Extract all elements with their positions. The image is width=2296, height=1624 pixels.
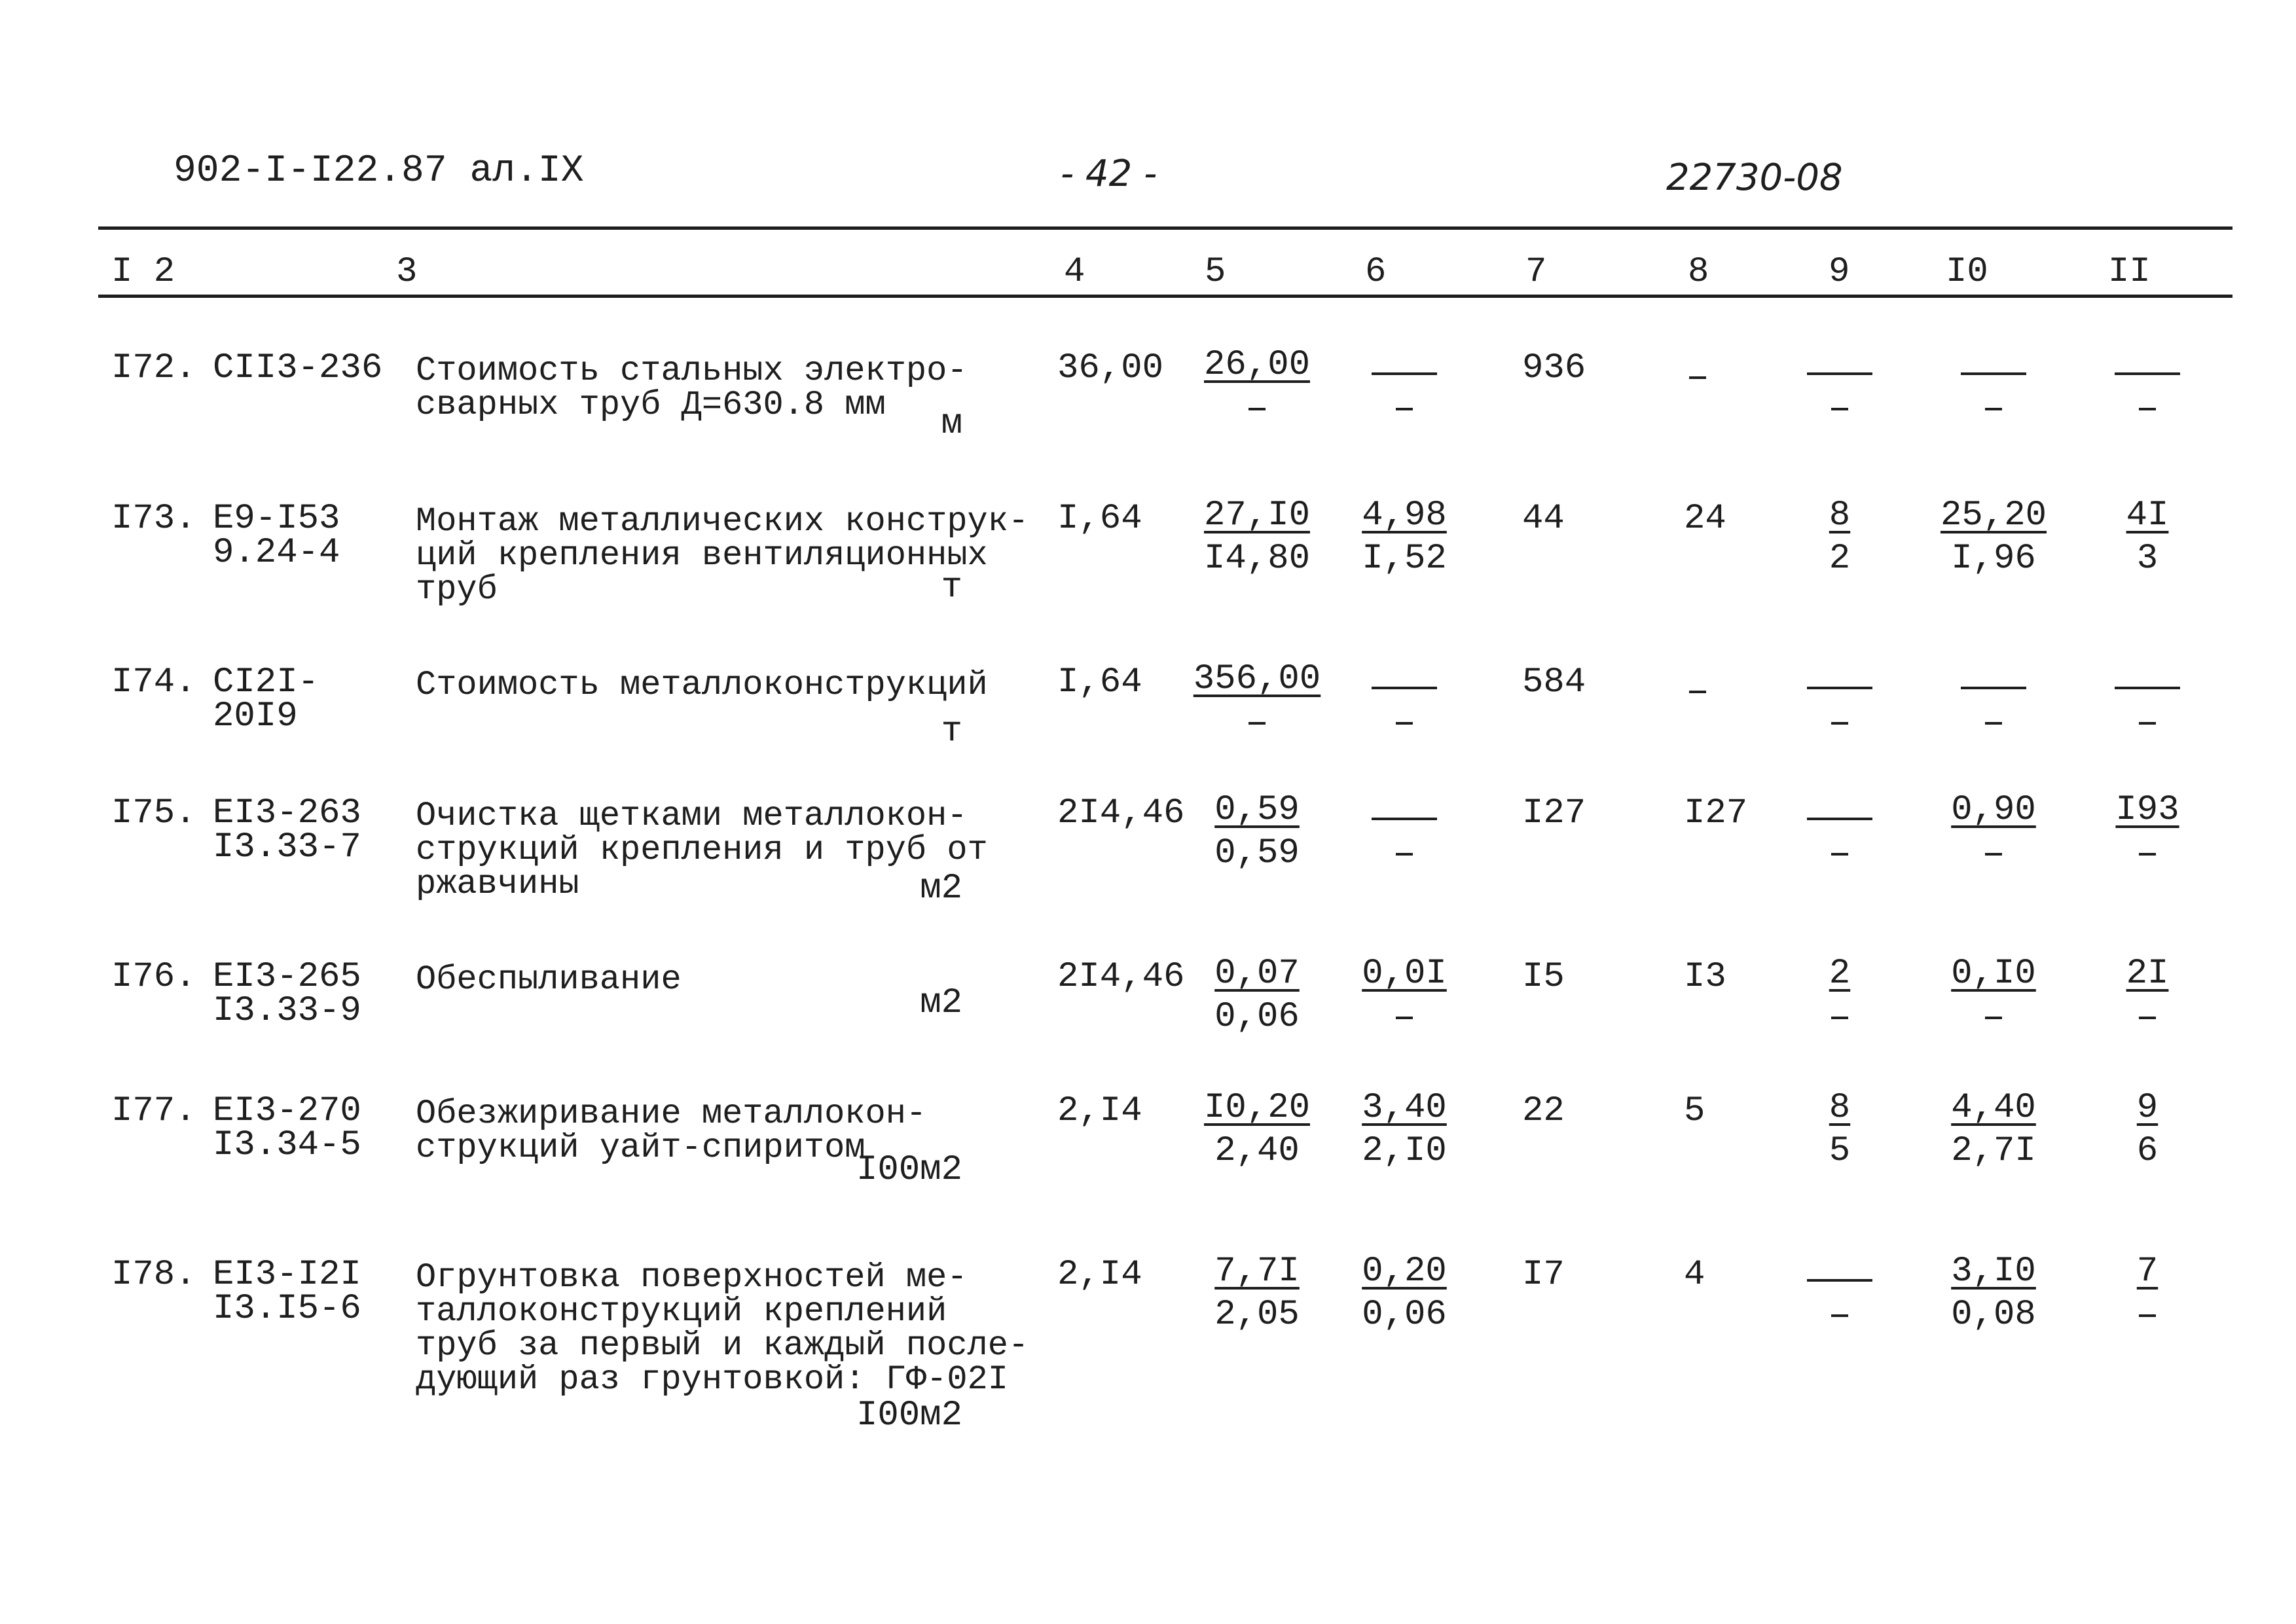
row-number: I74.: [111, 662, 196, 702]
col5-price-numerator: I0,20: [1203, 1088, 1311, 1128]
col9-machine-total-denominator: [1761, 387, 1918, 430]
col8-wages: I3: [1684, 957, 1726, 997]
row-code: CII3-236: [213, 348, 383, 388]
row-code: EI3-263: [213, 793, 361, 833]
col5-price-numerator: 356,00: [1193, 659, 1321, 699]
col6-machine-cost: [1326, 789, 1483, 875]
col9-machine-total: [1761, 789, 1918, 875]
col10-labor-numerator: 25,20: [1940, 496, 2047, 535]
doc-code: 902-I-I22.87 ал.IX: [173, 150, 584, 192]
col8-wages: I27: [1684, 793, 1748, 833]
col10-labor-numerator: [1915, 658, 2072, 701]
col6-machine-cost-denominator: I,52: [1362, 539, 1447, 579]
row-code: I3.33-9: [213, 991, 361, 1031]
row-description-line: ржавчины: [416, 865, 579, 903]
col11-labor-total-denominator: [2069, 1293, 2226, 1337]
column-header-6: 6: [1365, 252, 1387, 292]
col4-quantity: 2,I4: [1057, 1255, 1142, 1295]
col10-labor: [1915, 952, 2072, 1039]
row-description-line: Стоимость металлоконструкций: [416, 666, 988, 704]
col9-machine-total: [1761, 658, 1918, 744]
row-code: EI3-270: [213, 1091, 361, 1131]
col11-labor-total-denominator: [2069, 387, 2226, 430]
row-number: I76.: [111, 957, 196, 997]
col11-labor-total: [2069, 494, 2226, 581]
col10-labor: [1915, 1087, 2072, 1173]
col7-total: 584: [1522, 662, 1586, 702]
sheet-code: 22730-08: [1666, 156, 1843, 199]
row-unit: м2: [920, 983, 962, 1023]
column-header-1-2: I 2: [111, 252, 175, 292]
col7-total: I7: [1522, 1255, 1565, 1295]
col5-price: [1178, 1087, 1336, 1173]
col5-price-denominator: [1178, 701, 1336, 744]
row-number: I72.: [111, 348, 196, 388]
col10-labor-denominator: [1915, 996, 2072, 1039]
col11-labor-total: [2069, 1250, 2226, 1337]
header-top-rule: [98, 226, 2232, 230]
col7-total: I27: [1522, 793, 1586, 833]
col11-labor-total: [2069, 789, 2226, 875]
col11-labor-total-denominator: [2069, 996, 2226, 1039]
col6-machine-cost-numerator: [1326, 658, 1483, 701]
col9-machine-total-denominator: [1761, 701, 1918, 744]
row-description-line: дующий раз грунтовкой: ГФ-02I: [416, 1360, 1008, 1399]
col6-machine-cost-numerator: 0,20: [1362, 1252, 1447, 1291]
col6-machine-cost-denominator: [1326, 701, 1483, 744]
col10-labor-numerator: 0,90: [1951, 790, 2036, 830]
col5-price-denominator: 2,05: [1214, 1295, 1300, 1335]
row-code: EI3-I2I: [213, 1255, 361, 1295]
col10-labor: [1915, 789, 2072, 875]
col4-quantity: 36,00: [1057, 348, 1164, 388]
row-code: CI2I-: [213, 662, 319, 702]
col8-empty-dash: [1689, 376, 1706, 379]
col11-labor-total-numerator: I93: [2115, 790, 2179, 830]
col10-labor: [1915, 658, 2072, 744]
col7-total: 936: [1522, 348, 1586, 388]
col6-machine-cost-numerator: 4,98: [1362, 496, 1447, 535]
row-description-line: таллоконструкций креплений: [416, 1292, 947, 1331]
column-header-11: II: [2108, 252, 2151, 292]
col6-machine-cost-numerator: 0,0I: [1362, 954, 1447, 994]
row-description-line: труб: [416, 570, 498, 609]
col5-price-denominator: [1178, 387, 1336, 430]
col11-labor-total-numerator: 7: [2136, 1252, 2159, 1291]
column-header-9: 9: [1829, 252, 1850, 292]
col10-labor-denominator: [1915, 701, 2072, 744]
col9-machine-total-denominator: 2: [1829, 539, 1851, 579]
row-number: I77.: [111, 1091, 196, 1131]
column-header-10: I0: [1946, 252, 1988, 292]
col9-machine-total-denominator: [1761, 1293, 1918, 1337]
col7-total: I5: [1522, 957, 1565, 997]
col6-machine-cost-numerator: [1326, 789, 1483, 832]
row-description-line: ций крепления вентиляционных: [416, 536, 988, 575]
col9-machine-total-numerator: [1761, 658, 1918, 701]
row-number: I78.: [111, 1255, 196, 1295]
col9-machine-total-numerator: [1761, 1250, 1918, 1293]
col9-machine-total-numerator: 8: [1829, 1088, 1851, 1128]
row-description-line: Обеспыливание: [416, 960, 682, 999]
col9-machine-total-numerator: [1761, 344, 1918, 387]
col6-machine-cost-numerator: [1326, 344, 1483, 387]
col4-quantity: I,64: [1057, 662, 1142, 702]
col7-total: 44: [1522, 499, 1565, 539]
col10-labor-numerator: 3,I0: [1951, 1252, 2036, 1291]
col10-labor-numerator: 0,I0: [1951, 954, 2036, 994]
col5-price: [1178, 1250, 1336, 1337]
col10-labor: [1915, 1250, 2072, 1337]
col6-machine-cost-numerator: 3,40: [1362, 1088, 1447, 1128]
col9-machine-total-numerator: [1761, 789, 1918, 832]
row-description-line: сварных труб Д=630.8 мм: [416, 386, 886, 424]
col4-quantity: 2I4,46: [1057, 957, 1185, 997]
col10-labor-denominator: 2,7I: [1951, 1131, 2036, 1171]
col9-machine-total: [1761, 344, 1918, 430]
col6-machine-cost-denominator: [1326, 832, 1483, 875]
col11-labor-total: [2069, 952, 2226, 1039]
col6-machine-cost-denominator: [1326, 387, 1483, 430]
col9-machine-total: [1761, 494, 1918, 581]
col5-price: [1178, 494, 1336, 581]
col6-machine-cost: [1326, 658, 1483, 744]
col6-machine-cost-denominator: 2,I0: [1362, 1131, 1447, 1171]
row-description-line: Огрунтовка поверхностей ме-: [416, 1258, 968, 1297]
row-description-line: Стоимость стальных электро-: [416, 352, 968, 390]
row-code: EI3-265: [213, 957, 361, 997]
col10-labor-denominator: [1915, 832, 2072, 875]
row-code: 9.24-4: [213, 533, 340, 573]
col9-machine-total-denominator: [1761, 832, 1918, 875]
col5-price-numerator: 27,I0: [1203, 496, 1311, 535]
col10-labor-numerator: [1915, 344, 2072, 387]
column-header-7: 7: [1525, 252, 1547, 292]
row-description-line: струкций уайт-спиритом: [416, 1128, 866, 1167]
col9-machine-total-numerator: 8: [1829, 496, 1851, 535]
column-header-3: 3: [396, 252, 418, 292]
column-header-8: 8: [1688, 252, 1709, 292]
col8-wages: 5: [1684, 1091, 1705, 1131]
col6-machine-cost: [1326, 1087, 1483, 1173]
row-unit: т: [941, 568, 962, 607]
row-description-line: труб за первый и каждый после-: [416, 1326, 1029, 1365]
col5-price-denominator: I4,80: [1203, 539, 1311, 579]
col6-machine-cost-denominator: [1326, 996, 1483, 1039]
col6-machine-cost: [1326, 952, 1483, 1039]
row-unit: I00м2: [856, 1396, 962, 1435]
col5-price-numerator: 26,00: [1203, 345, 1311, 385]
col10-labor-denominator: [1915, 387, 2072, 430]
col4-quantity: 2I4,46: [1057, 793, 1185, 833]
col5-price-numerator: 0,07: [1214, 954, 1300, 994]
col5-price: [1178, 789, 1336, 875]
row-number: I75.: [111, 793, 196, 833]
row-description-line: струкций крепления и труб от: [416, 831, 988, 869]
col11-labor-total-denominator: 3: [2136, 539, 2159, 579]
col6-machine-cost: [1326, 344, 1483, 430]
col5-price: [1178, 344, 1336, 430]
col5-price-numerator: 0,59: [1214, 790, 1300, 830]
col8-wages: 4: [1684, 1255, 1705, 1295]
col10-labor-denominator: I,96: [1951, 539, 2036, 579]
col11-labor-total-denominator: [2069, 832, 2226, 875]
col5-price-numerator: 7,7I: [1214, 1252, 1300, 1291]
col11-labor-total: [2069, 658, 2226, 744]
col11-labor-total: [2069, 344, 2226, 430]
col10-labor-numerator: 4,40: [1951, 1088, 2036, 1128]
col9-machine-total: [1761, 1087, 1918, 1173]
col7-total: 22: [1522, 1091, 1565, 1131]
row-unit: т: [941, 712, 962, 751]
col11-labor-total-denominator: 6: [2136, 1131, 2159, 1171]
header-bottom-rule: [98, 295, 2232, 298]
row-description-line: Монтаж металлических конструк-: [416, 502, 1029, 541]
col4-quantity: I,64: [1057, 499, 1142, 539]
col11-labor-total-numerator: 9: [2136, 1088, 2159, 1128]
col10-labor-denominator: 0,08: [1951, 1295, 2036, 1335]
col9-machine-total: [1761, 1250, 1918, 1337]
col11-labor-total-denominator: [2069, 701, 2226, 744]
col10-labor: [1915, 494, 2072, 581]
column-header-5: 5: [1205, 252, 1226, 292]
row-code: I3.I5-6: [213, 1289, 361, 1329]
col9-machine-total-numerator: 2: [1829, 954, 1851, 994]
col11-labor-total-numerator: 2I: [2126, 954, 2169, 994]
row-description-line: Очистка щетками металлокон-: [416, 797, 968, 835]
col11-labor-total-numerator: [2069, 658, 2226, 701]
row-code: I3.34-5: [213, 1125, 361, 1165]
col11-labor-total: [2069, 1087, 2226, 1173]
col9-machine-total-denominator: 5: [1829, 1131, 1851, 1171]
row-code: E9-I53: [213, 499, 340, 539]
row-unit: м2: [920, 869, 962, 909]
col6-machine-cost: [1326, 1250, 1483, 1337]
col8-wages: 24: [1684, 499, 1726, 539]
row-unit: I00м2: [856, 1150, 962, 1190]
col8-empty-dash: [1689, 691, 1706, 693]
col6-machine-cost-denominator: 0,06: [1362, 1295, 1447, 1335]
col6-machine-cost: [1326, 494, 1483, 581]
col5-price-denominator: 0,59: [1214, 833, 1300, 873]
page-number: - 42 -: [1061, 153, 1157, 195]
col5-price: [1178, 952, 1336, 1039]
col11-labor-total-numerator: [2069, 344, 2226, 387]
col10-labor: [1915, 344, 2072, 430]
col9-machine-total: [1761, 952, 1918, 1039]
col9-machine-total-denominator: [1761, 996, 1918, 1039]
col5-price-denominator: 2,40: [1214, 1131, 1300, 1171]
row-unit: м: [941, 404, 962, 444]
col5-price-denominator: 0,06: [1214, 997, 1300, 1037]
col11-labor-total-numerator: 4I: [2126, 496, 2169, 535]
row-number: I73.: [111, 499, 196, 539]
row-description-line: Обезжиривание металлокон-: [416, 1094, 927, 1133]
column-header-4: 4: [1064, 252, 1085, 292]
row-code: 20I9: [213, 696, 298, 736]
row-code: I3.33-7: [213, 827, 361, 867]
col5-price: [1178, 658, 1336, 744]
col4-quantity: 2,I4: [1057, 1091, 1142, 1131]
